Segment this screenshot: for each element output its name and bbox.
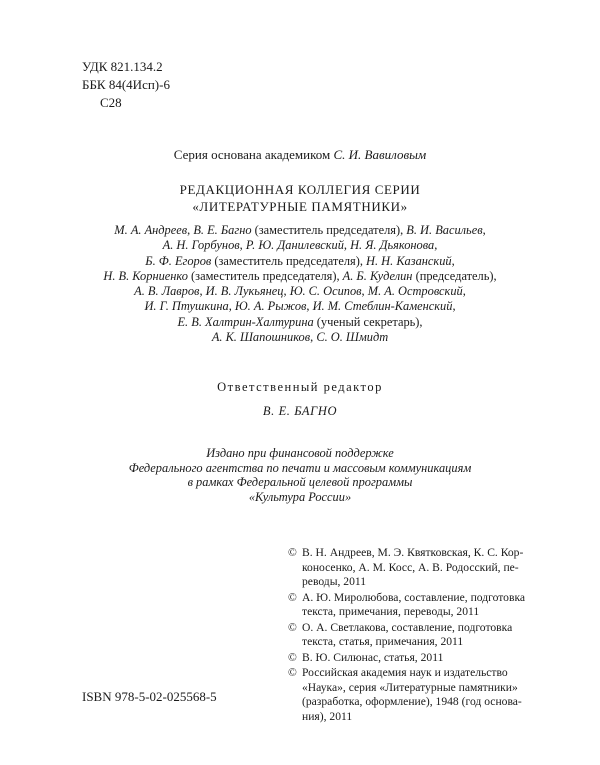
copyright-symbol: © (288, 666, 297, 679)
board-member-role: , (228, 299, 235, 314)
board-member-line (100, 315, 500, 330)
board-member-role: , (452, 299, 456, 314)
board-member-name: А. В. Лавров (134, 284, 200, 299)
board-member-line (100, 299, 500, 314)
board-member-role: (заместитель председателя), (187, 268, 343, 283)
copyright-item (288, 666, 524, 724)
board-member-name: В. Е. Багно (193, 223, 252, 237)
board-member-role: (заместитель председателя), (211, 253, 367, 268)
funding-line: в рамках Федеральной целевой программы (187, 475, 413, 490)
board-member-name: А. Б. Куделин (342, 268, 413, 283)
copyright-text-line: «Наука», серия «Литературные памятники» (302, 680, 518, 694)
copyright-text-line: ния), 2011 (302, 709, 353, 723)
copyright-symbol: © (288, 620, 297, 634)
copyright-item (288, 651, 524, 666)
board-member-role: , (343, 238, 351, 253)
board-member-name: С. О. Шмидт (316, 330, 389, 345)
board-member-role: , (361, 284, 368, 299)
board-member-name: А. К. Шапошников (211, 330, 311, 345)
editorial-board-title-line2: «ЛИТЕРАТУРНЫЕ ПАМЯТНИКИ» (192, 199, 408, 214)
copyright-symbol: © (288, 590, 297, 604)
editorial-board-title-line1: РЕДАКЦИОННАЯ КОЛЛЕГИЯ СЕРИИ (179, 182, 421, 197)
copyright-text-line: В. Ю. Силюнас, статья, 2011 (302, 650, 444, 664)
board-member-name: И. В. Лукьянец (205, 284, 284, 299)
author-mark: С28 (100, 95, 122, 110)
classification-codes (82, 58, 170, 112)
editorial-board-members (100, 223, 500, 345)
board-member-name: Н. Н. Казанский (366, 253, 452, 268)
board-member-name: Ю. С. Осипов (289, 284, 362, 299)
board-member-name: Н. В. Корниенко (103, 268, 188, 283)
copyright-text-line: (разработка, оформление), 1948 (год основа- (302, 695, 522, 708)
board-member-name: Е. В. Халтрин-Халтурина (177, 314, 314, 329)
copyright-text-line: А. Ю. Миролюбова, составление, подготовка (302, 590, 526, 604)
board-member-name: Ю. А. Рыжов (234, 299, 307, 314)
board-member-name: М. А. Островский (367, 284, 463, 299)
responsible-editor-block (0, 378, 600, 420)
copyright-item (288, 546, 524, 590)
udk-code: УДК 821.134.2 (82, 59, 163, 74)
copyright-text-line: В. Н. Андреев, М. Э. Квятковская, К. С. Кор- (302, 546, 524, 559)
board-member-line (100, 330, 500, 345)
board-member-name: И. Г. Птушкина (144, 299, 229, 314)
copyright-notices (288, 546, 524, 725)
copyright-text-line: О. А. Светлакова, составление, подготовка (302, 620, 513, 634)
board-member-line (100, 238, 500, 253)
responsible-editor-label: Ответственный редактор (217, 380, 383, 394)
board-member-name: И. М. Стеблин-Каменский (312, 299, 453, 314)
copyright-text-line: текста, примечания, переводы, 2011 (302, 605, 480, 618)
board-member-role: , (462, 284, 466, 299)
copyright-text-line: Российская академия наук и издательство (302, 666, 508, 679)
board-member-role: , (434, 238, 438, 253)
board-member-role: , (310, 330, 317, 345)
board-member-role: , (187, 223, 194, 237)
board-member-name: Р. Ю. Данилевский (245, 238, 344, 253)
board-member-name: В. И. Васильев (406, 223, 483, 237)
board-member-line (100, 269, 500, 284)
board-member-name: Н. Я. Дьяконова (350, 238, 435, 253)
board-member-role: , (239, 238, 246, 253)
series-founded-note (0, 146, 600, 164)
board-member-line (100, 254, 500, 269)
board-member-name: А. Н. Горбунов (162, 238, 240, 253)
editorial-board-title (0, 181, 600, 215)
board-member-role: , (482, 223, 486, 237)
copyright-item (288, 591, 524, 620)
copyright-symbol: © (288, 546, 297, 559)
board-member-role: , (283, 284, 290, 299)
funding-line: «Культура России» (248, 489, 352, 504)
board-member-name: Б. Ф. Егоров (145, 253, 212, 268)
series-prefix: Серия основана академиком (173, 147, 331, 162)
board-member-role: (заместитель председателя), (251, 223, 407, 237)
funding-note (0, 446, 600, 504)
board-member-role: , (451, 253, 455, 268)
series-founder: С. И. Вавиловым (333, 147, 427, 162)
board-member-role: , (306, 299, 313, 314)
responsible-editor-name: В. Е. БАГНО (262, 404, 338, 418)
copyright-text-line: коносенко, А. М. Косс, А. В. Родосский, пе- (302, 560, 519, 574)
bbk-code: ББК 84(4Исп)-6 (82, 77, 170, 92)
board-member-name: М. А. Андреев (114, 223, 188, 237)
funding-line: Федерального агентства по печати и массовым коммуникациям (128, 460, 472, 475)
funding-line: Издано при финансовой поддержке (206, 446, 394, 460)
board-member-role: (председатель), (412, 268, 497, 283)
copyright-text-line: текста, статья, примечания, 2011 (302, 635, 464, 648)
isbn: ISBN 978-5-02-025568-5 (82, 689, 217, 704)
board-member-role: (ученый секретарь), (313, 314, 423, 329)
board-member-role: , (199, 284, 206, 299)
board-member-line (100, 284, 500, 299)
copyright-text-line: реводы, 2011 (302, 575, 367, 588)
copyright-item (288, 621, 524, 650)
copyright-symbol: © (288, 650, 297, 664)
board-member-line (100, 223, 500, 238)
